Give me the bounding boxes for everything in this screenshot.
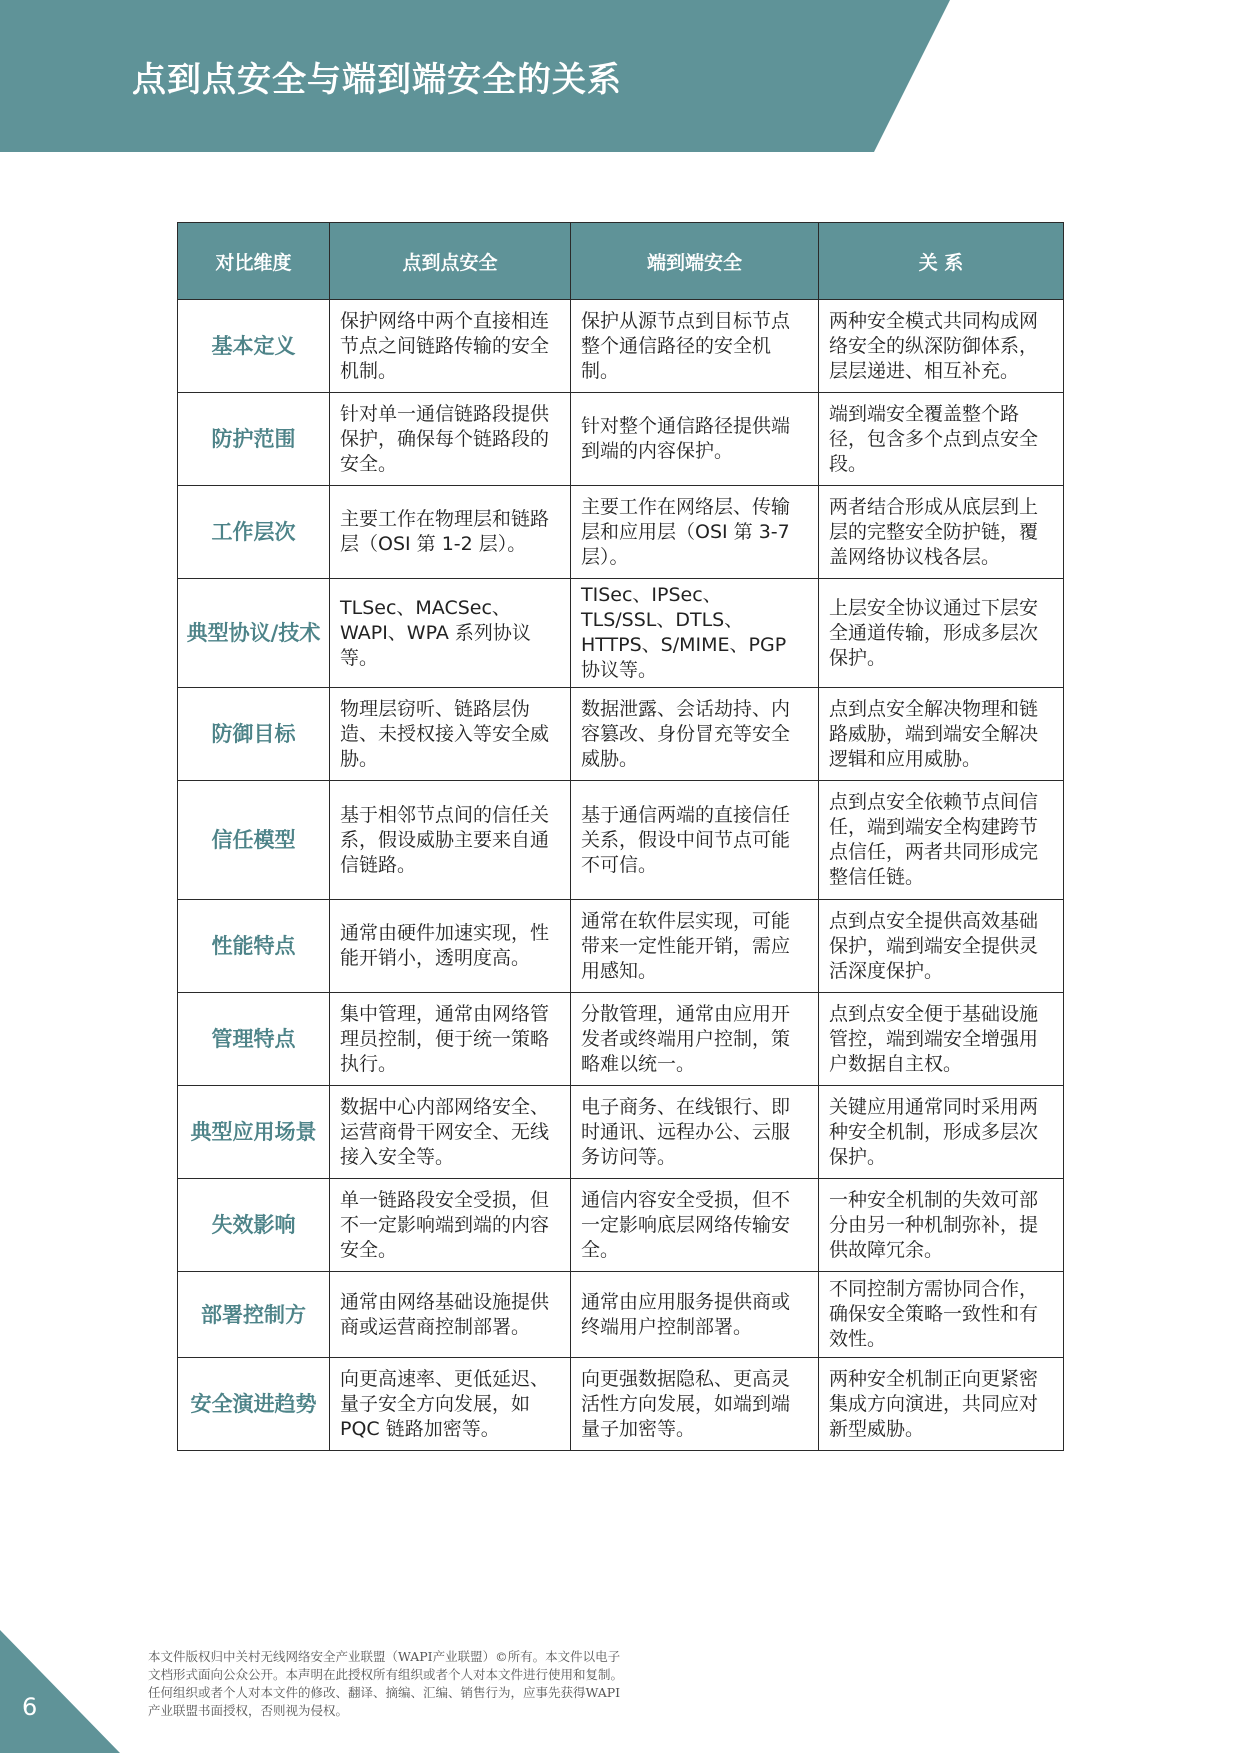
- cell-point-to-point: 基于相邻节点间的信任关系，假设威胁主要来自通信链路。: [330, 781, 571, 900]
- cell-relation: 两种安全机制正向更紧密集成方向演进，共同应对新型威胁。: [819, 1358, 1064, 1451]
- table-header-row: [178, 223, 1064, 300]
- header-relation: 关 系: [819, 223, 1064, 300]
- cell-end-to-end: 数据泄露、会话劫持、内容篡改、身份冒充等安全威胁。: [571, 688, 819, 781]
- row-dimension: 基本定义: [178, 300, 330, 393]
- cell-end-to-end: 保护从源节点到目标节点整个通信路径的安全机制。: [571, 300, 819, 393]
- table-row: [178, 993, 1064, 1086]
- row-dimension: 失效影响: [178, 1179, 330, 1272]
- cell-end-to-end: 分散管理，通常由应用开发者或终端用户控制，策略难以统一。: [571, 993, 819, 1086]
- cell-relation: 点到点安全依赖节点间信任，端到端安全构建跨节点信任，两者共同形成完整信任链。: [819, 781, 1064, 900]
- table-row: [178, 900, 1064, 993]
- cell-relation: 一种安全机制的失效可部分由另一种机制弥补，提供故障冗余。: [819, 1179, 1064, 1272]
- corner-decoration: [0, 1630, 120, 1753]
- table-row: [178, 393, 1064, 486]
- cell-point-to-point: TLSec、MACSec、WAPI、WPA 系列协议等。: [330, 579, 571, 688]
- cell-end-to-end: 通常由应用服务提供商或终端用户控制部署。: [571, 1272, 819, 1358]
- cell-end-to-end: 基于通信两端的直接信任关系，假设中间节点可能不可信。: [571, 781, 819, 900]
- cell-point-to-point: 数据中心内部网络安全、运营商骨干网安全、无线接入安全等。: [330, 1086, 571, 1179]
- cell-relation: 不同控制方需协同合作，确保安全策略一致性和有效性。: [819, 1272, 1064, 1358]
- table-row: [178, 300, 1064, 393]
- table-row: [178, 486, 1064, 579]
- cell-relation: 两种安全模式共同构成网络安全的纵深防御体系，层层递进、相互补充。: [819, 300, 1064, 393]
- cell-point-to-point: 主要工作在物理层和链路层（OSI 第 1-2 层）。: [330, 486, 571, 579]
- page-title: 点到点安全与端到端安全的关系: [132, 60, 622, 100]
- row-dimension: 部署控制方: [178, 1272, 330, 1358]
- cell-end-to-end: 针对整个通信路径提供端到端的内容保护。: [571, 393, 819, 486]
- cell-point-to-point: 针对单一通信链路段提供保护，确保每个链路段的安全。: [330, 393, 571, 486]
- row-dimension: 工作层次: [178, 486, 330, 579]
- cell-end-to-end: 通信内容安全受损，但不一定影响底层网络传输安全。: [571, 1179, 819, 1272]
- cell-relation: 上层安全协议通过下层安全通道传输，形成多层次保护。: [819, 579, 1064, 688]
- cell-relation: 点到点安全解决物理和链路威胁，端到端安全解决逻辑和应用威胁。: [819, 688, 1064, 781]
- row-dimension: 管理特点: [178, 993, 330, 1086]
- page-number: 6: [22, 1693, 38, 1721]
- copyright-notice: 本文件版权归中关村无线网络安全产业联盟（WAPI产业联盟）©所有。本文件以电子文档形式面向公众公开。本声明在此授权所有组织或者个人对本文件进行使用和复制。任何组织或者个人对本文件的修改、翻译、摘编、汇编、销售行为，应事先获得WAPI产业联盟书面授权，否则视为侵权。: [148, 1649, 624, 1718]
- cell-point-to-point: 物理层窃听、链路层伪造、未授权接入等安全威胁。: [330, 688, 571, 781]
- cell-end-to-end: 通常在软件层实现，可能带来一定性能开销，需应用感知。: [571, 900, 819, 993]
- cell-relation: 关键应用通常同时采用两种安全机制，形成多层次保护。: [819, 1086, 1064, 1179]
- cell-relation: 端到端安全覆盖整个路径，包含多个点到点安全段。: [819, 393, 1064, 486]
- cell-point-to-point: 单一链路段安全受损，但不一定影响端到端的内容安全。: [330, 1179, 571, 1272]
- header-dimension: 对比维度: [178, 223, 330, 300]
- cell-relation: 点到点安全提供高效基础保护，端到端安全提供灵活深度保护。: [819, 900, 1064, 993]
- cell-end-to-end: 电子商务、在线银行、即时通讯、远程办公、云服务访问等。: [571, 1086, 819, 1179]
- row-dimension: 信任模型: [178, 781, 330, 900]
- table-row: [178, 1272, 1064, 1358]
- row-dimension: 安全演进趋势: [178, 1358, 330, 1451]
- row-dimension: 防御目标: [178, 688, 330, 781]
- table-row: [178, 1179, 1064, 1272]
- table-row: [178, 1086, 1064, 1179]
- table-row: [178, 579, 1064, 688]
- row-dimension: 典型应用场景: [178, 1086, 330, 1179]
- cell-point-to-point: 保护网络中两个直接相连节点之间链路传输的安全机制。: [330, 300, 571, 393]
- cell-relation: 点到点安全便于基础设施管控，端到端安全增强用户数据自主权。: [819, 993, 1064, 1086]
- cell-point-to-point: 集中管理，通常由网络管理员控制，便于统一策略执行。: [330, 993, 571, 1086]
- cell-point-to-point: 通常由硬件加速实现，性能开销小，透明度高。: [330, 900, 571, 993]
- cell-point-to-point: 向更高速率、更低延迟、量子安全方向发展，如 PQC 链路加密等。: [330, 1358, 571, 1451]
- cell-relation: 两者结合形成从底层到上层的完整安全防护链，覆盖网络协议栈各层。: [819, 486, 1064, 579]
- header-point-to-point: 点到点安全: [330, 223, 571, 300]
- table-row: [178, 688, 1064, 781]
- cell-point-to-point: 通常由网络基础设施提供商或运营商控制部署。: [330, 1272, 571, 1358]
- header-end-to-end: 端到端安全: [571, 223, 819, 300]
- cell-end-to-end: 主要工作在网络层、传输层和应用层（OSI 第 3-7 层）。: [571, 486, 819, 579]
- row-dimension: 典型协议/技术: [178, 579, 330, 688]
- row-dimension: 性能特点: [178, 900, 330, 993]
- cell-end-to-end: 向更强数据隐私、更高灵活性方向发展，如端到端量子加密等。: [571, 1358, 819, 1451]
- table-row: [178, 1358, 1064, 1451]
- table-row: [178, 781, 1064, 900]
- row-dimension: 防护范围: [178, 393, 330, 486]
- cell-end-to-end: TISec、IPSec、TLS/SSL、DTLS、HTTPS、S/MIME、PGP 协议等。: [571, 579, 819, 688]
- comparison-table: [177, 222, 1064, 1451]
